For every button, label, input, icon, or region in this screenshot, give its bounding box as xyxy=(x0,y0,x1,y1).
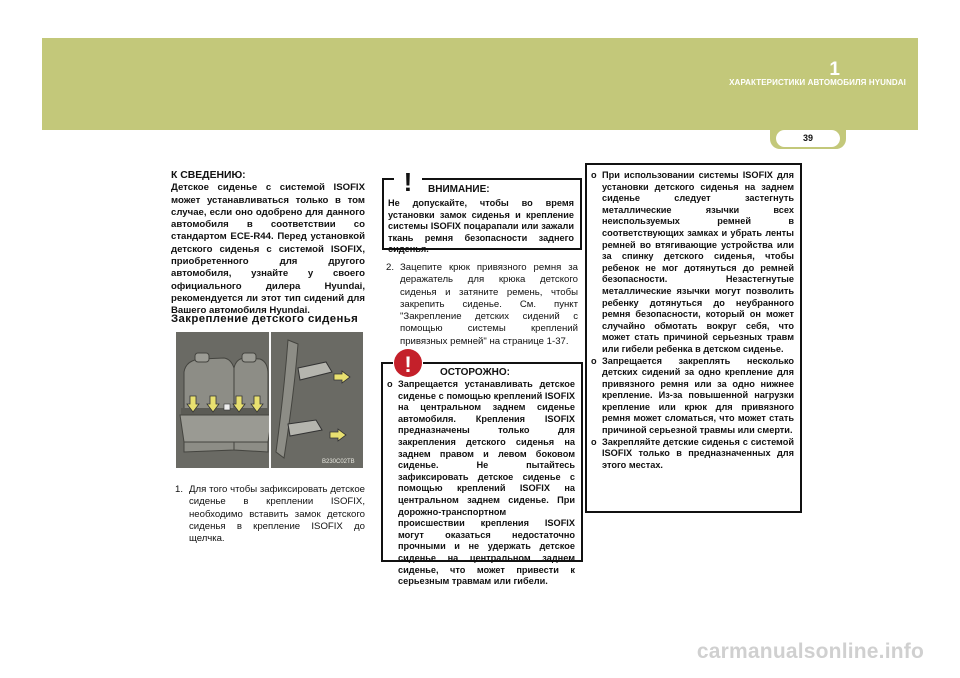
seat-diagram xyxy=(176,332,363,468)
step-2-number: 2. xyxy=(386,262,395,273)
list-item-text: Запрещается закреплять несколько детских сидений за одно крепление для привязного ремня или за одно нижнее крепление. Из-за повышенной нагрузки крепление или крюк для привязного ремня может сломаться, что может стать причиной серьезной травмы или смерти. xyxy=(602,355,794,436)
watermark-link[interactable]: carmanualsonline.info xyxy=(696,640,924,663)
bullet: o xyxy=(387,379,393,389)
svg-text:!: ! xyxy=(404,352,412,377)
bullet: o xyxy=(591,436,597,447)
figure-code: B230C02TB xyxy=(322,459,355,465)
step-1-text: Для того чтобы зафиксировать детское сиденье в креплении ISOFIX, необходимо вставить замок детского сиденья в крепление ISOFIX до щелчка. xyxy=(189,484,365,545)
step-1-number: 1. xyxy=(175,484,184,495)
isofix-illustration xyxy=(176,332,363,468)
running-header-title: ХАРАКТЕРИСТИКИ АВТОМОБИЛЯ HYUNDAI xyxy=(729,78,906,87)
list-item-text: Закрепляйте детские сиденья с системой ISOFIX только в предназначенных для этого местах. xyxy=(602,436,794,470)
list-item-text: При использовании системы ISOFIX для установки детского сиденья на заднем сиденье следует застегнуть металлические язычки всех неиспользуемых ремней в соответствующих замках и убрать ленты ремней во втягивающие устройства или за спинку детского сиденья, чтобы ребенок не мог дотянуться до ремней безопасности. Незастегнутые металлические язычки могут позволить ребенку дотянуться до неубранного ремня безопасности, который он может случайно обмотать вокруг себя, что может стать причиной серьезных травм или гибели ребенка в детском сиденье. xyxy=(602,170,794,354)
step-2 xyxy=(386,262,578,348)
danger-box xyxy=(381,352,583,587)
right-warning-list xyxy=(591,170,794,471)
caution-body: Детское сиденье с системой ISOFIX может устанавливаться только в том случае, если оно одобрено для данного автомобиля в соответствии со стандартом ECE-R44. Перед установкой детского сиденья с системой ISOFIX, приобретенного для другого автомобиля, узнайте у своего официального дилера Hyundai, рекомендуется ли этот тип сидений для Вашего автомобиля Hyundai. xyxy=(171,182,365,317)
list-item xyxy=(591,170,794,356)
caution-heading: К СВЕДЕНИЮ: xyxy=(171,170,246,181)
bullet: o xyxy=(591,170,597,180)
bullet: o xyxy=(591,355,597,366)
danger-icon xyxy=(393,348,423,378)
page-number: 39 xyxy=(776,130,840,147)
section-heading: Закрепление детского сиденья xyxy=(171,313,359,325)
danger-title: ОСТОРОЖНО: xyxy=(440,367,510,378)
danger-list xyxy=(387,379,575,588)
right-warning-box xyxy=(585,163,802,513)
warning-icon xyxy=(394,167,422,195)
list-item xyxy=(591,356,794,437)
warning-box xyxy=(382,167,582,255)
warning-title: ВНИМАНИЕ: xyxy=(428,184,490,195)
list-item xyxy=(591,437,794,472)
svg-text:!: ! xyxy=(403,167,413,195)
warning-text: Не допускайте, чтобы во время установки замок сиденья и крепление системы ISOFIX поцарапали или зажали ткань ремня безопасности заднего сиденья. xyxy=(388,198,574,255)
step-2-text: Зацепите крюк привязного ремня за деражатель для крюка детского сиденья и затяните ремень, чтобы закрепить сиденье. См. пункт "Закрепление детских сидений с помощью системы креплений привязных ремней" на странице 1-37. xyxy=(400,262,578,347)
danger-item xyxy=(387,379,575,588)
step-1 xyxy=(175,484,365,545)
danger-item-text: Запрещается устанавливать детское сиденье с помощью креплений ISOFIX на центральном заднем сиденье автомобиля. Крепления ISOFIX предназначены только для закрепления детского сиденья на заднем правом и левом боковом сиденье. Не пытайтесь зафиксировать детское сиденье с помощью креплений ISOFIX на центральном заднем сиденье. При дорожно-транспортном происшествии крепления ISOFIX могут оказаться недостаточно прочными и не удержать детское сиденье на центральном заднем сиденье, что может привести к серьезным травмам или гибели. xyxy=(398,379,575,587)
chapter-number: 1 xyxy=(829,59,840,80)
caution-note xyxy=(171,170,365,318)
